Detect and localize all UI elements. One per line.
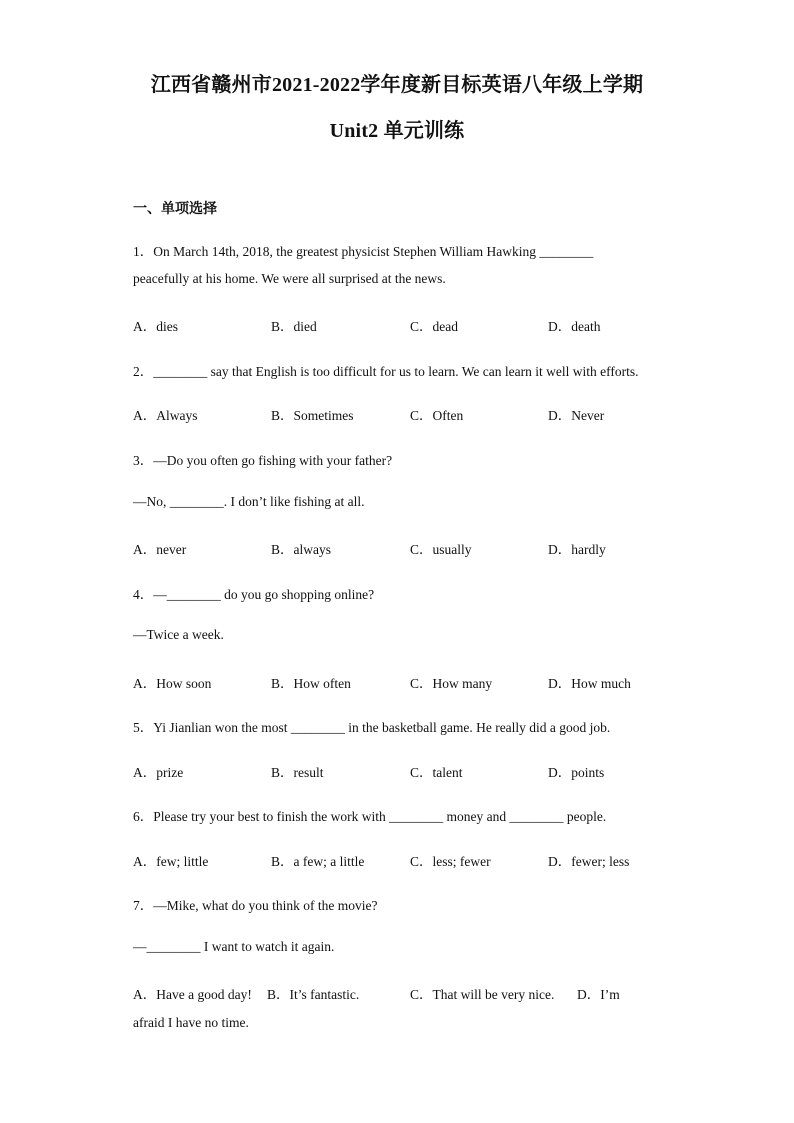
- question-3-option-c: C．usually: [410, 542, 472, 557]
- question-2-option-c: C．Often: [410, 408, 464, 423]
- question-4-option-c: C．How many: [410, 676, 493, 691]
- question-1-stem-cont: peacefully at his home. We were all surprised at the news.: [133, 271, 446, 286]
- question-1-option-b: B．died: [271, 319, 317, 334]
- question-7-stem: 7．—Mike, what do you think of the movie?: [133, 898, 378, 913]
- question-1-option-d: D．death: [548, 319, 601, 334]
- question-5-stem: 5．Yi Jianlian won the most ________ in the basketball game. He really did a good job.: [133, 720, 611, 735]
- question-2-stem: 2．________ say that English is too difficult for us to learn. We can learn it well with efforts.: [133, 364, 639, 379]
- question-6-option-d: D．fewer; less: [548, 854, 630, 869]
- question-3-option-a: A．never: [133, 542, 187, 557]
- section-heading: 一、单项选择: [133, 202, 217, 217]
- question-3-option-b: B．always: [271, 542, 331, 557]
- document-subtitle: Unit2 单元训练: [329, 120, 465, 142]
- question-2-option-d: D．Never: [548, 408, 605, 423]
- question-5-option-c: C．talent: [410, 765, 463, 780]
- question-5-option-b: B．result: [271, 765, 324, 780]
- question-4-stem: 4．—________ do you go shopping online?: [133, 587, 375, 602]
- question-6-option-b: B．a few; a little: [271, 854, 365, 869]
- question-7-option-d: D．I’m: [577, 987, 620, 1002]
- question-4-stem-cont: —Twice a week.: [133, 627, 224, 642]
- question-7-option-b: B．It’s fantastic.: [267, 987, 360, 1002]
- question-5-option-a: A．prize: [133, 765, 184, 780]
- question-6-stem: 6．Please try your best to finish the work with ________ money and ________ people.: [133, 809, 607, 824]
- question-4-option-b: B．How often: [271, 676, 351, 691]
- question-1-option-a: A．dies: [133, 319, 178, 334]
- question-1-stem: 1．On March 14th, 2018, the greatest physicist Stephen William Hawking ________: [133, 244, 594, 259]
- question-7-option-d-cont: afraid I have no time.: [133, 1015, 249, 1030]
- question-7-option-c: C．That will be very nice.: [410, 987, 555, 1002]
- question-7-option-a: A．Have a good day!: [133, 987, 252, 1002]
- question-3-option-d: D．hardly: [548, 542, 606, 557]
- document-title: 江西省赣州市2021-2022学年度新目标英语八年级上学期: [150, 74, 644, 96]
- question-4-option-a: A．How soon: [133, 676, 212, 691]
- question-4-option-d: D．How much: [548, 676, 631, 691]
- question-7-stem-cont: —________ I want to watch it again.: [133, 939, 335, 954]
- question-1-option-c: C．dead: [410, 319, 458, 334]
- question-5-option-d: D．points: [548, 765, 605, 780]
- question-2-option-b: B．Sometimes: [271, 408, 354, 423]
- question-3-stem: 3．—Do you often go fishing with your father?: [133, 453, 393, 468]
- question-6-option-c: C．less; fewer: [410, 854, 491, 869]
- question-2-option-a: A．Always: [133, 408, 198, 423]
- question-3-stem-cont: —No, ________. I don’t like fishing at all.: [133, 494, 365, 509]
- question-6-option-a: A．few; little: [133, 854, 209, 869]
